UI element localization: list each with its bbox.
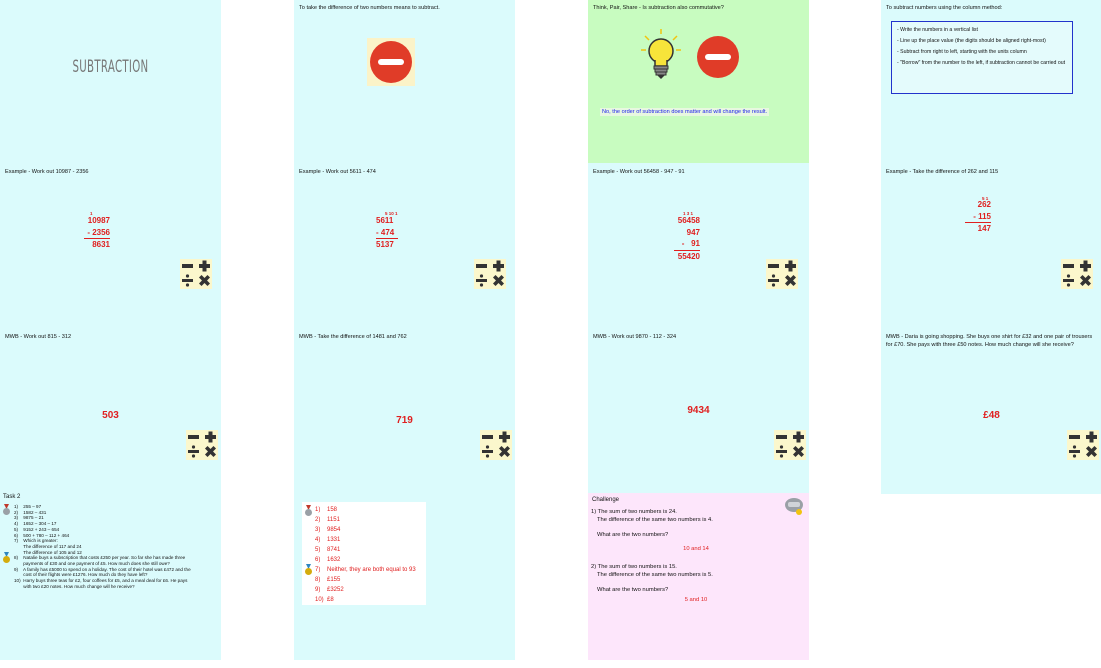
column-calculation — [84, 215, 110, 251]
column-calculation — [674, 215, 700, 262]
task-title: Task 2 — [3, 494, 21, 500]
task-line: 7) Which is greater: — [14, 538, 58, 544]
steps-box — [891, 21, 1073, 94]
step: - Subtract from right to left, starting with the units column — [897, 49, 1027, 55]
column-calculation — [965, 199, 991, 235]
task-line: 10) Harry buys three teas for £2, four coffees for £5, and a meal deal for £6. He pays — [14, 578, 188, 584]
answer-list — [315, 505, 416, 605]
step: - Line up the place value (the digits should be aligned right-most) — [897, 38, 1046, 44]
task-line: 1) 255 – 97 — [14, 504, 42, 509]
slide-example-2 — [294, 164, 515, 328]
challenge-title: Challenge — [592, 497, 620, 503]
challenge-question-1: 1) The sum of two numbers is 24. The difference of the same two numbers is 4. What are the two numbers? 10 and 14 — [591, 509, 713, 552]
minus-icon — [367, 38, 415, 86]
challenge-question-2: 2) The sum of two numbers is 15. The difference of the same two numbers is 5. What are the two numbers? 5 and 10 — [591, 564, 713, 603]
carry-digits: 5 1 — [982, 196, 989, 201]
column-1 — [0, 0, 221, 660]
operations-icon — [766, 259, 798, 289]
slide-mwb-4 — [881, 329, 1101, 494]
slide-mwb-3 — [588, 329, 809, 492]
silver-medal-icon — [304, 504, 313, 522]
answer-line: 4) 1331 — [315, 537, 341, 543]
task-line: with two £20 notes. How much change will he receive? — [23, 583, 135, 589]
slide-header: To take the difference of two numbers means to subtract. — [299, 5, 440, 11]
slide-header: Example - Work out 56458 - 947 - 91 — [593, 169, 685, 175]
operations-icon — [474, 259, 506, 289]
task-line: payments of £30 and one payment of £5. How much does she still owe? — [23, 561, 170, 567]
calc-result: 55420 — [677, 251, 700, 261]
calc-result: 5137 — [376, 240, 394, 249]
slide-example-3 — [588, 164, 809, 328]
answer-line: 8) £155 — [315, 577, 341, 583]
operations-icon — [774, 430, 806, 460]
slide-challenge — [588, 493, 809, 660]
slide-header: Example - Work out 10987 - 2356 — [5, 169, 89, 175]
step: - "Borrow" from the number to the left, if subtraction cannot be carried out — [897, 60, 1066, 66]
answer: 719 — [396, 415, 413, 426]
slide-example-1 — [0, 164, 221, 328]
page-title: SUBTRACTION — [72, 57, 149, 77]
calc-line: - 115 — [965, 211, 991, 224]
calc-line: 56458 — [677, 216, 700, 225]
slide-mwb-2 — [294, 329, 515, 492]
slide-header: MWB - Daria is going shopping. She buys one shirt for £32 and one pair of trousers for £70. She pays with three £50 notes. How much change will she receive? — [886, 334, 1093, 348]
carry-digits: 5 10 1 — [385, 211, 398, 216]
calc-line: 947 — [686, 227, 700, 237]
slide-mwb-1 — [0, 329, 221, 492]
answer-line: 5) 8741 — [315, 547, 341, 553]
operations-icon — [480, 430, 512, 460]
answer-line: 9) £3252 — [315, 587, 344, 593]
gold-medal-icon — [2, 551, 11, 569]
calc-line: 262 — [977, 200, 991, 209]
calc-result: 8631 — [92, 240, 110, 249]
task-line: 8) Natalie buys a subscription that costs £250 per year. So far she has made three — [14, 555, 186, 561]
calc-line: 5611 — [376, 216, 394, 225]
task-line: 9) A family has £5000 to spend on a holiday. The cost of their hotel was £472 and the — [14, 566, 191, 572]
discussion-answer: No, the order of subtraction does matter and will change the result. — [602, 109, 768, 115]
calc-result: 147 — [977, 224, 991, 233]
slide-title — [0, 0, 221, 163]
column-3 — [588, 0, 809, 660]
task-line: 2) 1582 – 431 — [14, 509, 47, 515]
task-line: The difference of 117 and 24 — [23, 543, 82, 549]
silver-medal-icon — [2, 503, 11, 521]
slide-answers — [294, 493, 515, 660]
calc-line: - 474 — [376, 227, 398, 240]
column-2 — [294, 0, 515, 660]
calc-line: - 91 — [674, 238, 700, 251]
task-line: 5) 9152 + 243 – 654 — [14, 526, 60, 532]
answer-line: 7) Neither, they are both equal to 93 — [315, 567, 416, 573]
slide-header: To subtract numbers using the column method: — [886, 5, 1003, 11]
task-list — [14, 504, 219, 590]
column-4 — [881, 0, 1101, 494]
calc-line: 10987 — [87, 216, 110, 225]
slide-example-4 — [881, 164, 1101, 328]
carry-digits: 1 — [90, 211, 93, 216]
answer-line: 2) 1151 — [315, 517, 340, 523]
answer-line: 3) 9854 — [315, 527, 341, 533]
slide-header: MWB - Work out 9870 - 112 - 324 — [593, 334, 677, 340]
answer: £48 — [983, 410, 1000, 421]
slide-header: Think, Pair, Share - Is subtraction also commutative? — [593, 5, 724, 11]
answer-line: 1) 158 — [315, 507, 338, 513]
slide-definition — [294, 0, 515, 163]
answer-line: 10) £8 — [315, 597, 334, 603]
answer: 503 — [102, 410, 119, 421]
calc-line: - 2356 — [84, 227, 110, 240]
slide-header: Example - Take the difference of 262 and 115 — [886, 169, 999, 175]
task-line: cost of their flights were £1276. How much do they have left? — [23, 572, 148, 578]
task-line: 6) 500 + 780 – 112 + 464 — [14, 532, 70, 538]
answer: 9434 — [687, 405, 710, 416]
slide-task-2 — [0, 493, 221, 660]
gold-medal-icon — [304, 563, 313, 581]
operations-icon — [186, 430, 218, 460]
task-line: 3) 9875 – 21 — [14, 515, 44, 521]
operations-icon — [1061, 259, 1093, 289]
slide-column-method — [881, 0, 1101, 163]
slide-header: Example - Work out 5611 - 474 — [299, 169, 376, 175]
minus-icon — [694, 33, 742, 81]
operations-icon — [1067, 430, 1099, 460]
task-line: 4) 1652 – 304 – 17 — [14, 521, 57, 527]
step: - Write the numbers in a vertical list — [897, 27, 978, 33]
answer-line: 6) 1632 — [315, 557, 341, 563]
lightbulb-icon — [641, 28, 681, 84]
carry-digits: 1 3 1 — [683, 211, 694, 216]
slide-think-pair-share — [588, 0, 809, 163]
column-calculation — [376, 215, 398, 251]
slide-header: MWB - Take the difference of 1481 and 762 — [299, 334, 407, 340]
operations-icon — [180, 259, 212, 289]
slide-header: MWB - Work out 815 - 312 — [5, 334, 72, 340]
task-line: The difference of 105 and 12 — [23, 549, 82, 555]
